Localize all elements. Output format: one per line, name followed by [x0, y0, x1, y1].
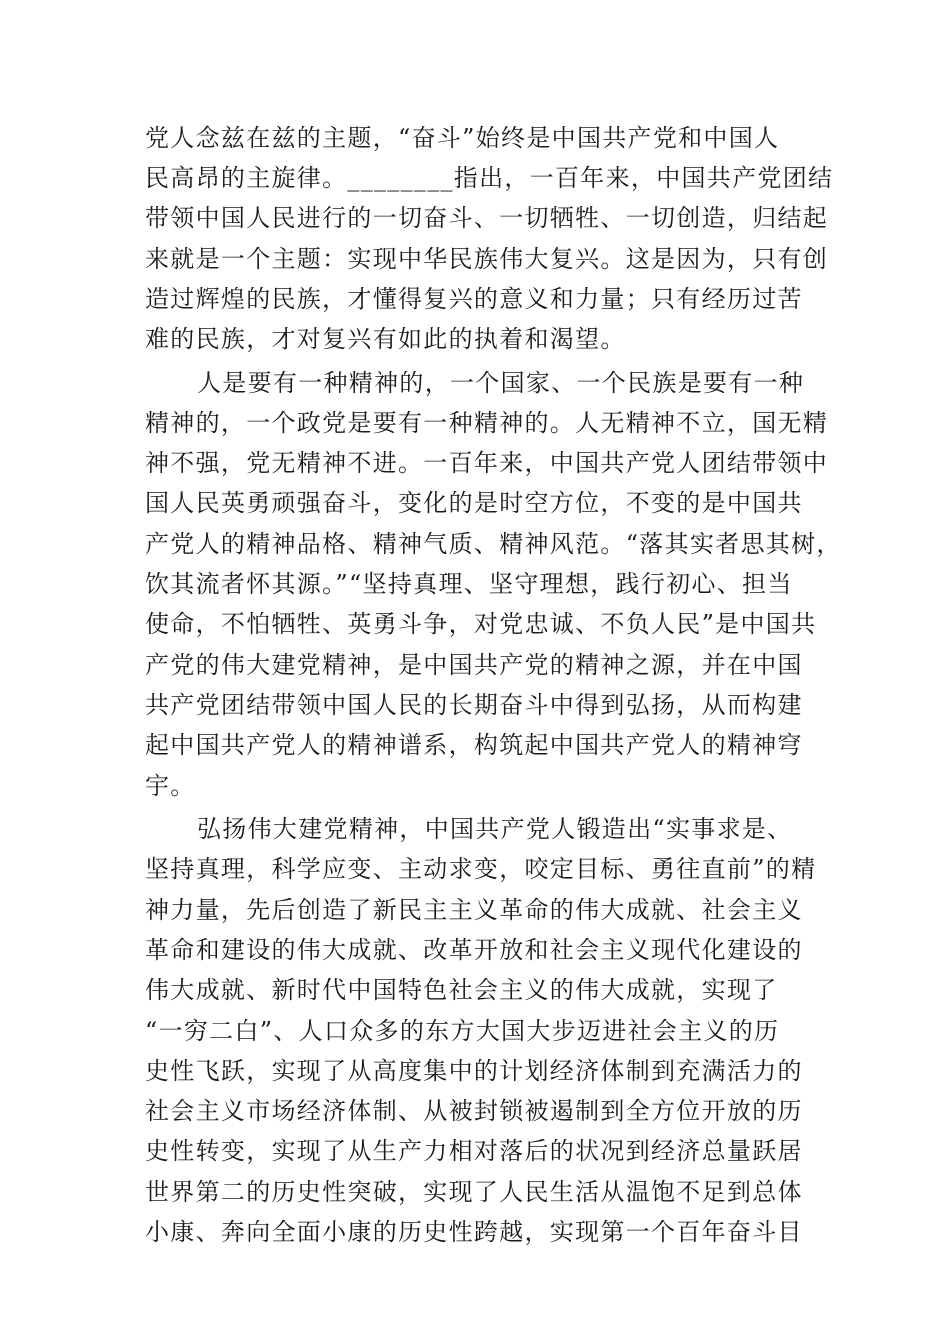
paragraph-2-line-9: 共产党团结带领中国人民的长期奋斗中得到弘扬，从而构建 [145, 691, 803, 719]
paragraph-1-line-5: 造过辉煌的民族，才懂得复兴的意义和力量；只有经历过苦 [145, 285, 803, 313]
paragraph-2-line-5: 产党人的精神品格、精神气质、精神风范。“落其实者思其树， [145, 530, 842, 558]
paragraph-1-line-4: 来就是一个主题：实现中华民族伟大复兴。这是因为，只有创 [145, 245, 829, 273]
paragraph-2-line-2: 精神的，一个政党是要有一种精神的。人无精神不立，国无精 [145, 409, 829, 437]
paragraph-3-line-9: 史性转变，实现了从生产力相对落后的状况到经济总量跃居 [145, 1137, 803, 1165]
paragraph-2-line-6: 饮其流者怀其源。”“坚持真理、坚守理想，践行初心、担当 [145, 570, 793, 598]
paragraph-3-line-7: 史性飞跃，实现了从高度集中的计划经济体制到充满活力的 [145, 1057, 803, 1085]
paragraph-3-line-8: 社会主义市场经济体制、从被封锁被遏制到全方位开放的历 [145, 1097, 803, 1125]
paragraph-3-line-10: 世界第二的历史性突破，实现了人民生活从温饱不足到总体 [145, 1178, 803, 1206]
paragraph-3-line-5: 伟大成就、新时代中国特色社会主义的伟大成就，实现了 [145, 976, 778, 1004]
paragraph-2-line-11: 宇。 [145, 772, 196, 800]
paragraph-3-line-4: 革命和建设的伟大成就、改革开放和社会主义现代化建设的 [145, 936, 803, 964]
paragraph-3-line-2: 坚持真理，科学应变、主动求变，咬定目标、勇往直前”的精 [145, 855, 817, 883]
paragraph-2-line-3: 神不强，党无精神不进。一百年来，中国共产党人团结带领中 [145, 449, 829, 477]
paragraph-1-line-2: 民高昂的主旋律。________指出，一百年来，中国共产党团结 [145, 164, 834, 192]
paragraph-2-line-4: 国人民英勇顽强奋斗，变化的是时空方位，不变的是中国共 [145, 489, 803, 517]
paragraph-2-line-10: 起中国共产党人的精神谱系，构筑起中国共产党人的精神穹 [145, 731, 803, 759]
paragraph-3-line-1: 弘扬伟大建党精神，中国共产党人锻造出“实事求是、 [197, 815, 793, 843]
paragraph-3-line-3: 神力量，先后创造了新民主主义革命的伟大成就、社会主义 [145, 896, 803, 924]
paragraph-1-line-3: 带领中国人民进行的一切奋斗、一切牺牲、一切创造，归结起 [145, 204, 829, 232]
paragraph-2-line-8: 产党的伟大建党精神，是中国共产党的精神之源，并在中国 [145, 651, 803, 679]
paragraph-3-line-6: “一穷二白”、人口众多的东方大国大步迈进社会主义的历 [145, 1017, 780, 1045]
paragraph-1-line-6: 难的民族，才对复兴有如此的执着和渴望。 [145, 325, 626, 353]
paragraph-2-line-1: 人是要有一种精神的，一个国家、一个民族是要有一种 [197, 369, 805, 397]
paragraph-3-line-11: 小康、奔向全面小康的历史性跨越，实现第一个百年奋斗目 [145, 1218, 803, 1246]
paragraph-2-line-7: 使命，不怕牺牲、英勇斗争，对党忠诚、不负人民”是中国共 [145, 610, 817, 638]
paragraph-1-line-1: 党人念兹在兹的主题，“奋斗”始终是中国共产党和中国人 [145, 124, 780, 152]
